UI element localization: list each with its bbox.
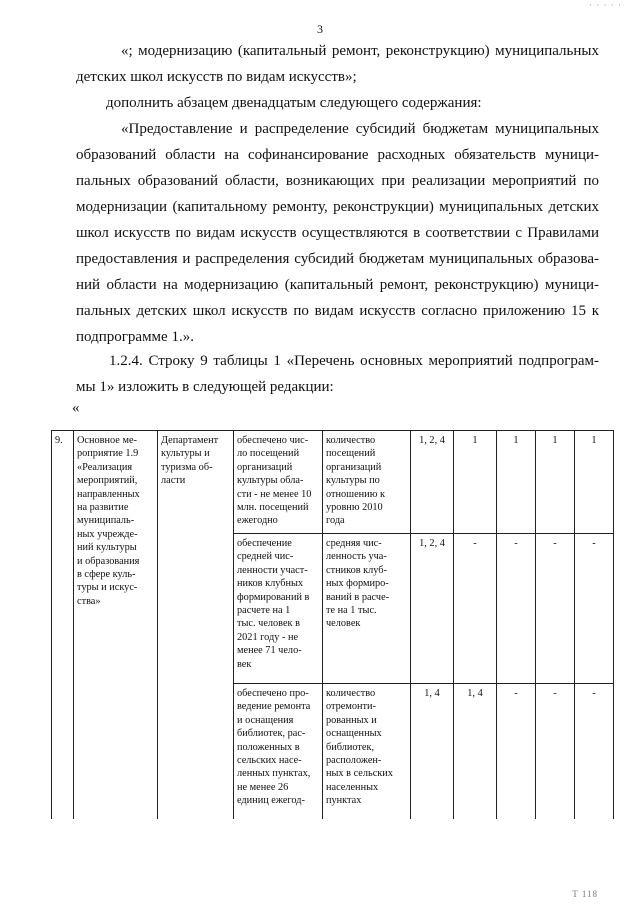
- paragraph-3-line: «Предоставление и распределение субсидий бюджетам муниципальных: [121, 121, 599, 137]
- value-cell: -: [454, 534, 497, 684]
- paragraph-4: [76, 348, 599, 400]
- indicator-cell: количество отремонти- рованных и оснащенных библиотек, расположен- ных в сельских населенных пунктах: [323, 684, 411, 819]
- paragraph-1-line: детских школ искусств по видам искусств»;: [76, 69, 357, 85]
- paragraph-4-line: мы 1» изложить в следующей редакции:: [76, 379, 334, 395]
- paragraph-3-line: модернизации (капитальному ремонту, реконструкции) муниципальных детских: [76, 199, 599, 215]
- value-cell: 1, 4: [454, 684, 497, 819]
- result-cell: обеспечение средней чис- ленности участ- ников клубных формирований в расчете на 1 тыс. человек в 2021 году - не менее 71 чело- век: [234, 534, 323, 684]
- paragraph-3-line: ний области на модернизацию (капитальный ремонт, реконструкцию) муници-: [76, 277, 599, 293]
- paragraph-4-line: 1.2.4. Строку 9 таблицы 1 «Перечень основных мероприятий подпрограм-: [109, 353, 599, 369]
- value-cell: -: [497, 534, 536, 684]
- paragraph-1: [76, 38, 599, 90]
- value-cell: 1: [536, 431, 575, 534]
- page-number: 3: [317, 22, 323, 36]
- tasks-cell: 1, 4: [411, 684, 454, 819]
- row-number-cell: 9.: [52, 431, 74, 819]
- footer-mark: T 118: [572, 889, 598, 899]
- paragraph-3-line: подпрограмме 1.».: [76, 329, 194, 345]
- value-cell: 1: [454, 431, 497, 534]
- paragraph-2: дополнить абзацем двенадцатым следующего содержания:: [106, 95, 482, 111]
- result-cell: обеспечено чис- ло посещений организаций культуры обла- сти - не менее 10 млн. посещений ежегодно: [234, 431, 323, 534]
- corner-mark: · · · · ·: [589, 0, 622, 10]
- paragraph-3-line: пальных детских школ искусств по видам искусств согласно приложению 15 к: [76, 303, 599, 319]
- paragraph-3-line: образований области на софинансирование расходных обязательств муници-: [76, 147, 599, 163]
- indicator-cell: количество посещений организаций культуры по отношению к уровню 2010 года: [323, 431, 411, 534]
- value-cell: -: [536, 684, 575, 819]
- value-cell: 1: [575, 431, 614, 534]
- measure-name-cell: Основное ме- роприятие 1.9 «Реализация мероприятий, направленных на развитие муниципаль- ных учрежде- ний культуры и образования в сфере куль- туры и искус- ства»: [74, 431, 158, 819]
- paragraph-3-line: пальных образований области, возникающих при реализации мероприятий по: [76, 173, 599, 189]
- indicator-cell: средняя чис- ленность уча- стников клуб- ных формиро- ваний в расче- те на 1 тыс. человек: [323, 534, 411, 684]
- paragraph-1-line: «; модернизацию (капитальный ремонт, реконструкцию) муниципальных: [121, 43, 599, 59]
- table-row: [52, 431, 614, 534]
- paragraph-3: [76, 116, 599, 350]
- quote-open-mark: «: [72, 400, 80, 416]
- value-cell: -: [575, 534, 614, 684]
- value-cell: 1: [497, 431, 536, 534]
- tasks-cell: 1, 2, 4: [411, 534, 454, 684]
- result-cell: обеспечено про- ведение ремонта и оснащения библиотек, рас- положенных в сельских насе- ленных пунктах, не менее 26 единиц ежегод-: [234, 684, 323, 819]
- paragraph-3-line: предоставления и распределения субсидий бюджетам муниципальных образова-: [76, 251, 599, 267]
- value-cell: -: [497, 684, 536, 819]
- measures-table: [51, 430, 614, 819]
- tasks-cell: 1, 2, 4: [411, 431, 454, 534]
- value-cell: -: [536, 534, 575, 684]
- value-cell: -: [575, 684, 614, 819]
- executor-cell: Департамент культуры и туризма об- ласти: [158, 431, 234, 819]
- paragraph-3-line: школ искусств по видам искусств осуществляются в соответствии с Правилами: [76, 225, 599, 241]
